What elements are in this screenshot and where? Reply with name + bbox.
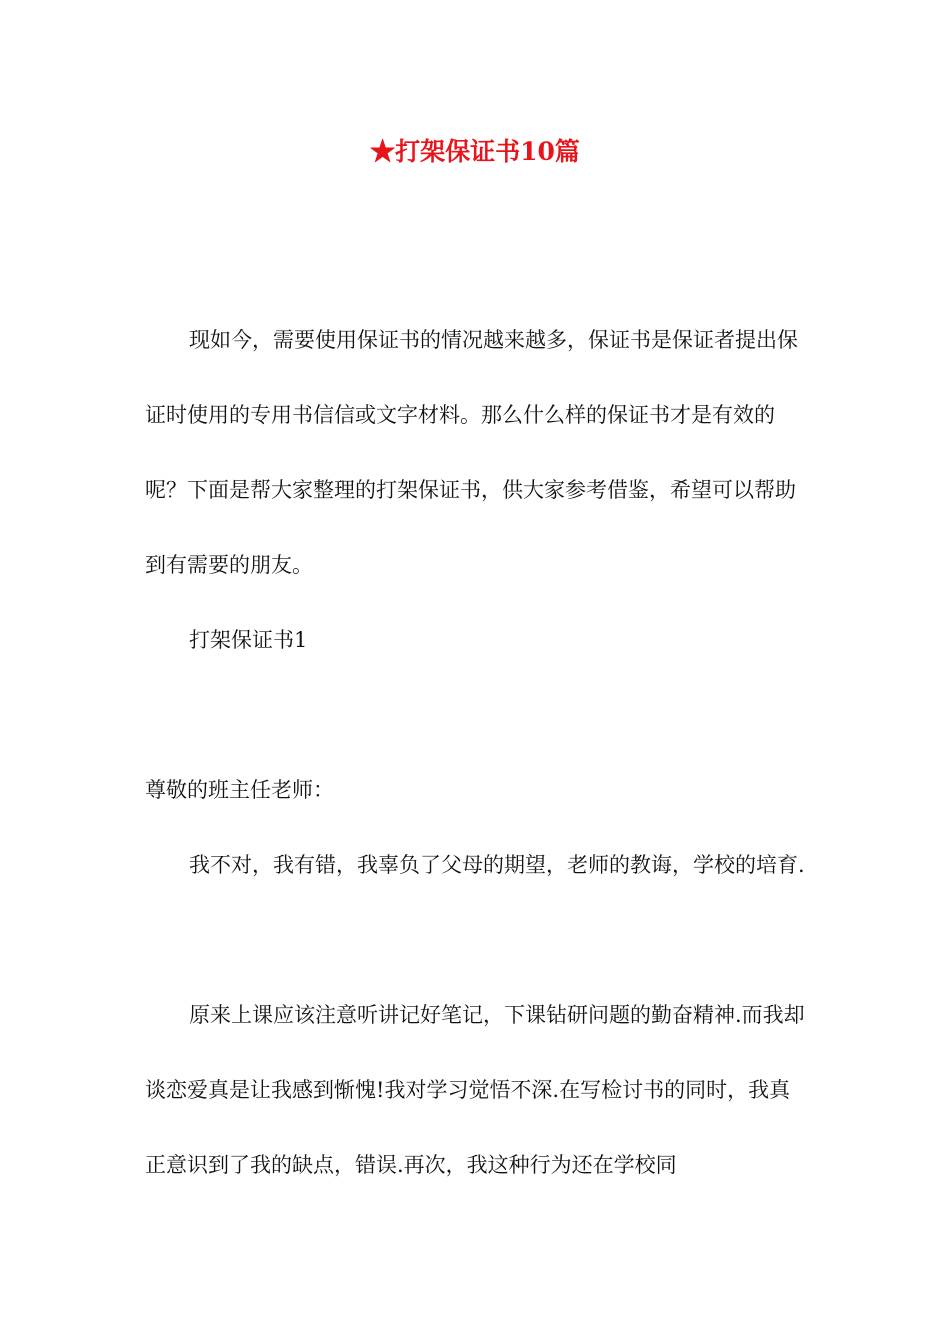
intro-paragraph <box>145 303 809 603</box>
section-heading-text: 打架保证书1 <box>189 628 308 652</box>
section-heading <box>145 603 809 678</box>
letter-paragraph-1 <box>145 828 809 903</box>
letter-paragraph-2 <box>145 978 809 1203</box>
intro-paragraph-text: 现如今，需要使用保证书的情况越来越多，保证书是保证者提出保证时使用的专用书信信或文字材料。那么什么样的保证书才是有效的呢？下面是帮大家整理的打架保证书，供大家参考借鉴，希望可以帮助到有需要的朋友。 <box>145 328 798 577</box>
letter-paragraph-1-text: 我不对，我有错，我辜负了父母的期望，老师的教诲，学校的培育. <box>189 853 805 877</box>
document-title: ★打架保证书10篇 <box>370 137 580 166</box>
letter-paragraph-2-text: 原来上课应该注意听讲记好笔记，下课钻研问题的勤奋精神.而我却谈恋爱真是让我感到惭愧!我对学习觉悟不深.在写检讨书的同时，我真正意识到了我的缺点，错误.再次，我这种行为还在学校同 <box>145 1003 805 1177</box>
letter-greeting-text: 尊敬的班主任老师： <box>145 778 334 802</box>
letter-greeting <box>145 753 809 828</box>
